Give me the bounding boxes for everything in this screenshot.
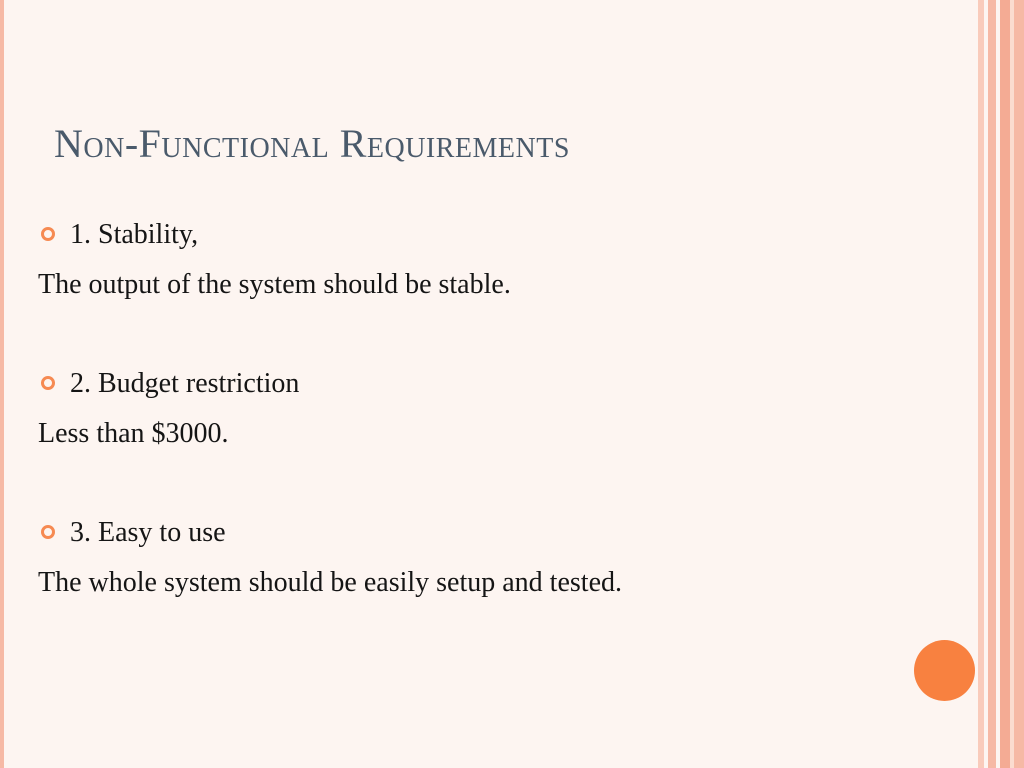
filled-circle-decoration-icon <box>914 640 975 701</box>
bullet-detail: The whole system should be easily setup and tested. <box>38 567 622 598</box>
hollow-circle-bullet-icon <box>41 376 55 390</box>
slide-title: Non-Functional Requirements <box>54 121 570 166</box>
bullet-detail: Less than $3000. <box>38 418 229 449</box>
right-border-decoration <box>978 0 1024 768</box>
bullet-heading: 2. Budget restriction <box>70 368 300 399</box>
bullet-item-ease-of-use <box>38 513 938 553</box>
hollow-circle-bullet-icon <box>41 227 55 241</box>
bullet-heading: 3. Easy to use <box>70 517 226 548</box>
slide-content <box>38 215 938 603</box>
bullet-item-budget <box>38 364 938 404</box>
left-border-decoration <box>0 0 4 768</box>
bullet-detail: The output of the system should be stable. <box>38 269 511 300</box>
bullet-heading: 1. Stability, <box>70 219 199 250</box>
bullet-item-stability <box>38 215 938 255</box>
hollow-circle-bullet-icon <box>41 525 55 539</box>
